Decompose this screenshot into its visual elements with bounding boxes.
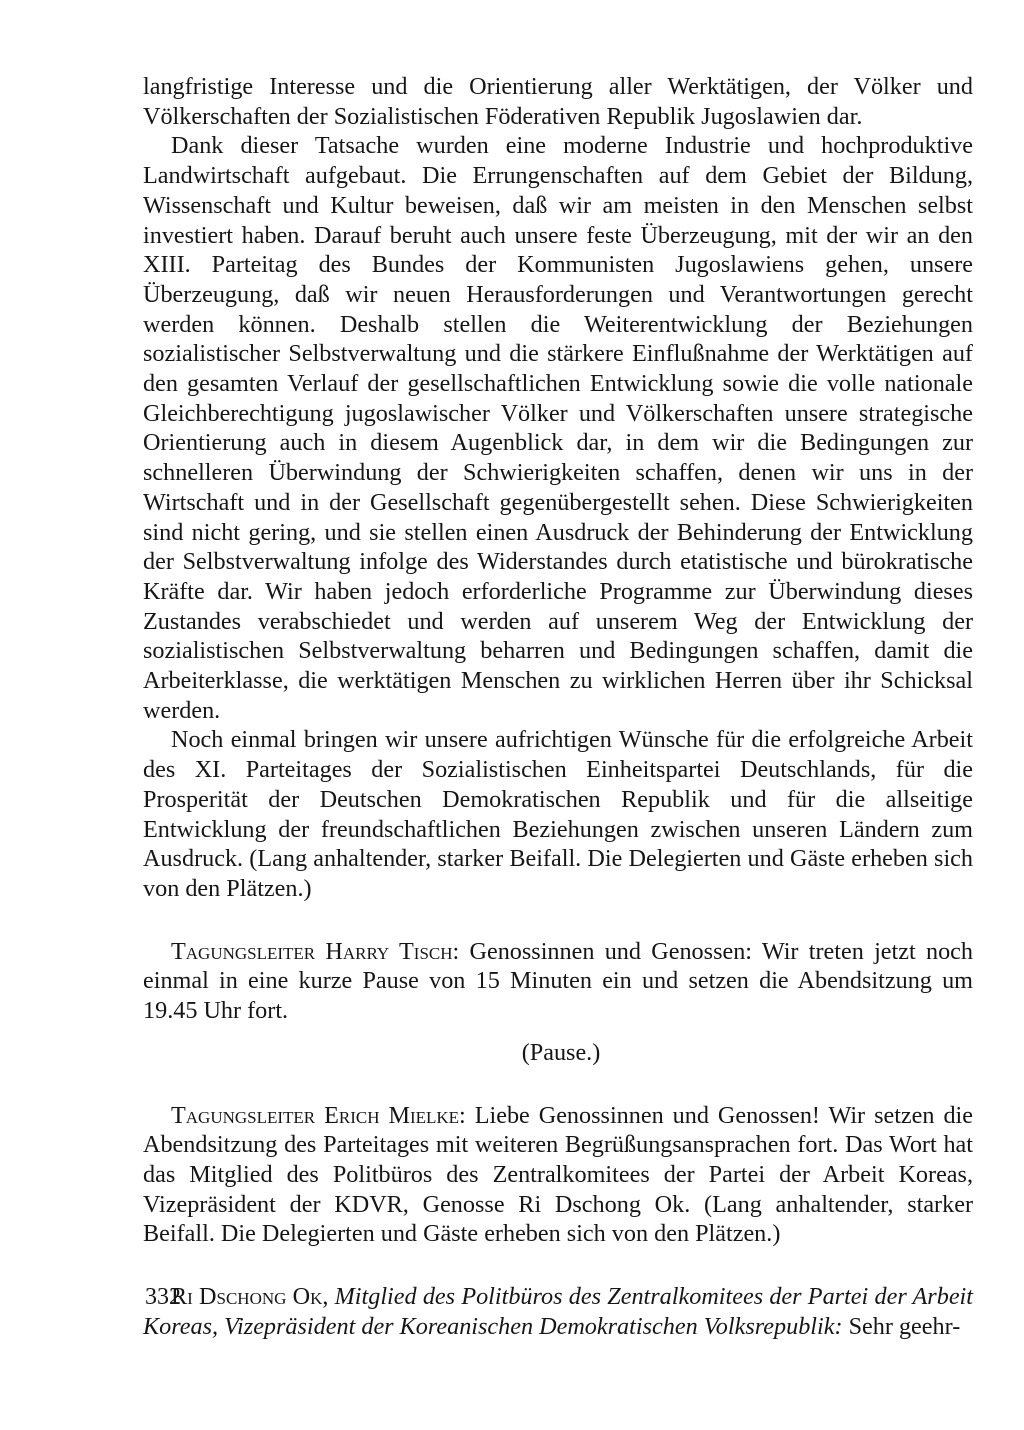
speech-intro-ri [143,1282,973,1341]
speaker-name-tisch: Tagungsleiter Harry Tisch [171,937,453,965]
speech-text-ri: Sehr geehr- [842,1312,961,1340]
speaker-separator: , [322,1283,335,1311]
speaker-name-mielke: Tagungsleiter Erich Mielke [171,1101,460,1129]
speaker-title-ri: Mitglied des Politbüros des Zentralkomitees der Partei der Arbeit Koreas, Vizepräsident der Koreanischen Demokratischen Volksrepublik: [143,1283,973,1340]
paragraph-closing-wishes: Noch einmal bringen wir unsere aufrichtigen Wünsche für die erfolgreiche Arbeit des XI. Parteitages der Sozialistischen Einheitspartei Deutschlands, für die Prosperität der Deutschen Demokratischen Republik und für die allseitige Entwicklung der freundschaftlichen Beziehungen zwischen unseren Ländern zum Ausdruck. (Lang anhaltender, starker Beifall. Die Delegierten und Gäste erheben sich von den Plätzen.) [143,726,973,902]
statement-text-tisch: : Genossinnen und Genossen: Wir treten jetzt noch einmal in eine kurze Pause von 15 Minuten ein und setzen die Abendsitzung um 19.45 Uhr fort. [143,937,973,1025]
pause-note: (Pause.) [521,1038,601,1066]
statement-text-mielke: : Liebe Genossinnen und Genossen! Wir setzen die Abendsitzung des Parteitages mit weiteren Begrüßungsansprachen fort. Das Wort hat das Mitglied des Politbüros des Zentralkomitees der Partei der Arbeit Koreas, Vizepräsident der KDVR, Genosse Ri Dschong Ok. (Lang anhaltender, starker Beifall. Die Delegierten und Gäste erheben sich von den Plätzen.) [143,1101,974,1248]
paragraph-continuation: langfristige Interesse und die Orientierung aller Werktätigen, der Völker und Völkerschaften der Sozialistischen Föderativen Republik Jugoslawien dar. [143,73,973,130]
page-number: 332 [145,1284,181,1310]
paragraph-yugoslavia-achievements: Dank dieser Tatsache wurden eine moderne Industrie und hochproduktive Landwirtschaft aufgebaut. Die Errungenschaften auf dem Gebiet der Bildung, Wissenschaft und Kultur beweisen, daß wir am meisten in den Menschen selbst investiert haben. Darauf beruht auch unsere feste Überzeugung, mit der wir an den XIII. Parteitag des Bundes der Kommunisten Jugoslawiens gehen, unsere Überzeugung, daß wir neuen Herausforderungen und Verantwortungen gerecht werden können. Deshalb stellen die Weiterentwicklung der Beziehungen sozialistischer Selbstverwaltung und die stärkere Einflußnahme der Werktätigen auf den gesamten Verlauf der gesellschaftlichen Entwicklung sowie die volle nationale Gleichberechtigung jugoslawischer Völker und Völkerschaften unsere strategische Orientierung auch in diesem Augenblick dar, in dem wir die Bedingungen zur schnelleren Überwindung der Schwierigkeiten schaffen, denen wir uns in der Wirtschaft und in der Gesellschaft gegenübergestellt sehen. Diese Schwierigkeiten sind nicht gering, und sie stellen einen Ausdruck der Behinderung der Entwicklung der Selbstverwaltung infolge des Widerstandes durch etatistische und bürokratische Kräfte dar. Wir haben jedoch erforderliche Programme zur Überwindung dieses Zustandes verabschiedet und werden auf unserem Weg der Entwicklung der sozialistischen Selbstverwaltung beharren und Bedingungen schaffen, damit die Arbeiterklasse, die werktätigen Menschen zu wirklichen Herren über ihr Schicksal werden. [143,132,973,724]
chair-statement-tisch [143,937,973,1026]
speaker-name-ri: Ri Dschong Ok [171,1283,323,1311]
chair-statement-mielke [143,1101,973,1250]
document-page [143,72,973,1341]
